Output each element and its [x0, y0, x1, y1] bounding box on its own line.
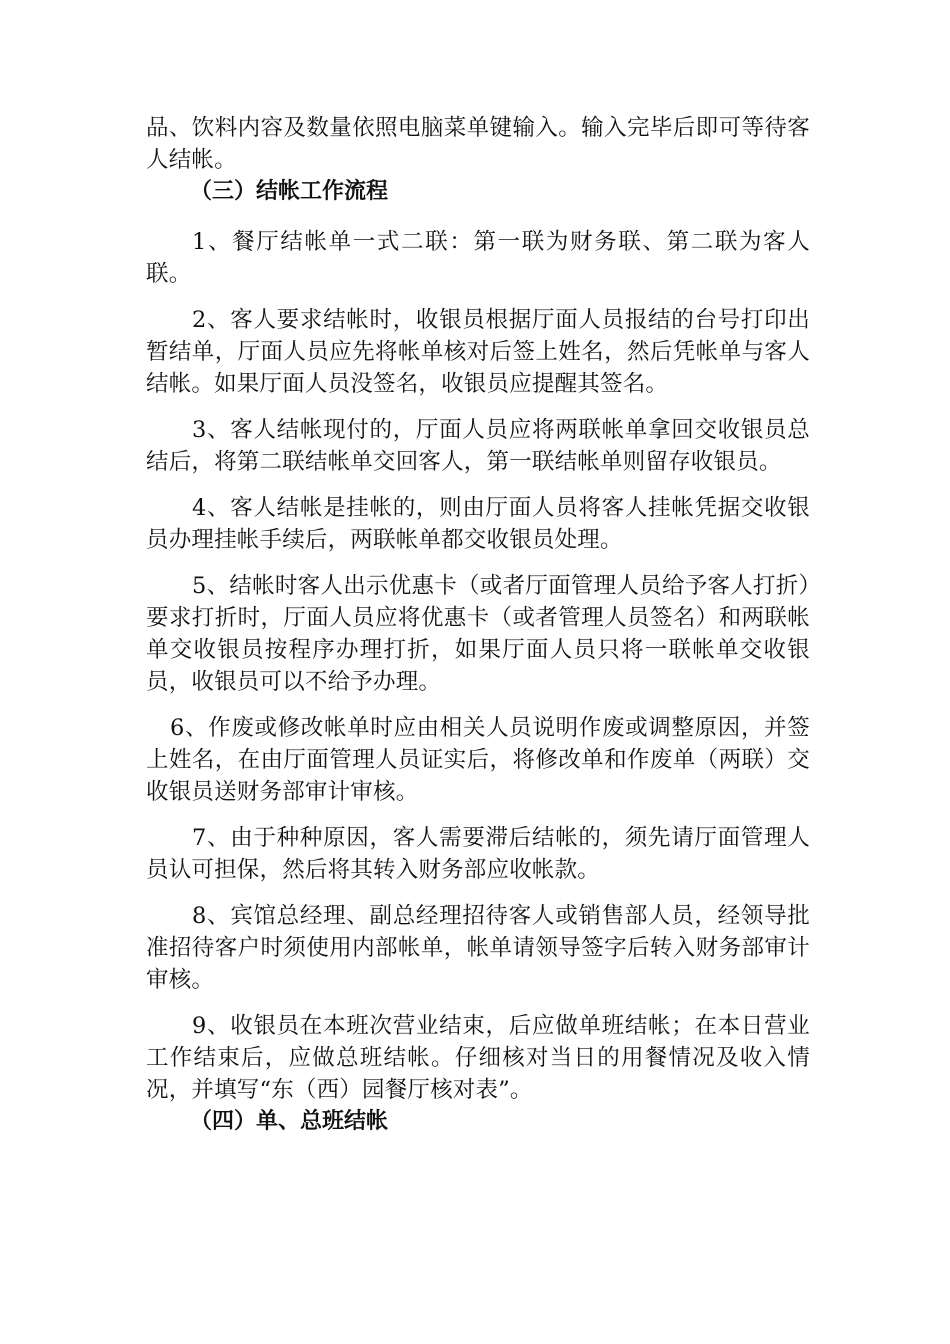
list-item-3: 3、客人结帐现付的，厅面人员应将两联帐单拿回交收银员总结后，将第二联结帐单交回客人，第一联结帐单则留存收银员。: [146, 417, 810, 475]
list-item-2: 2、客人要求结帐时，收银员根据厅面人员报结的台号打印出暂结单，厅面人员应先将帐单核对后签上姓名，然后凭帐单与客人结帐。如果厅面人员没签名，收银员应提醒其签名。: [146, 307, 810, 397]
list-item-8: 8、宾馆总经理、副总经理招待客人或销售部人员，经领导批准招待客户时须使用内部帐单，帐单请领导签字后转入财务部审计审核。: [146, 903, 810, 993]
list-item-6: 6、作废或修改帐单时应由相关人员说明作废或调整原因，并签上姓名，在由厅面管理人员证实后，将修改单和作废单（两联）交收银员送财务部审计审核。: [146, 715, 810, 805]
section-heading-3: （三）结帐工作流程: [190, 179, 389, 204]
list-item-9: 9、收银员在本班次营业结束，后应做单班结帐；在本日营业工作结束后，应做总班结帐。仔细核对当日的用餐情况及收入情况，并填写“东（西）园餐厅核对表”。: [146, 1013, 810, 1103]
document-page: [146, 112, 810, 1138]
list-item-7: 7、由于种种原因，客人需要滞后结帐的，须先请厅面管理人员认可担保，然后将其转入财务部应收帐款。: [146, 825, 810, 883]
list-item-1: 1、餐厅结帐单一式二联：第一联为财务联、第二联为客人联。: [146, 229, 810, 287]
intro-paragraph: 品、饮料内容及数量依照电脑菜单键输入。输入完毕后即可等待客人结帐。: [146, 115, 810, 173]
section-heading-4: （四）单、总班结帐: [190, 1109, 389, 1134]
list-item-4: 4、客人结帐是挂帐的，则由厅面人员将客人挂帐凭据交收银员办理挂帐手续后，两联帐单都交收银员处理。: [146, 495, 810, 553]
list-item-5: 5、结帐时客人出示优惠卡（或者厅面管理人员给予客人打折）要求打折时，厅面人员应将优惠卡（或者管理人员签名）和两联帐单交收银员按程序办理打折，如果厅面人员只将一联帐单交收银员，收银员可以不给予办理。: [146, 573, 810, 695]
